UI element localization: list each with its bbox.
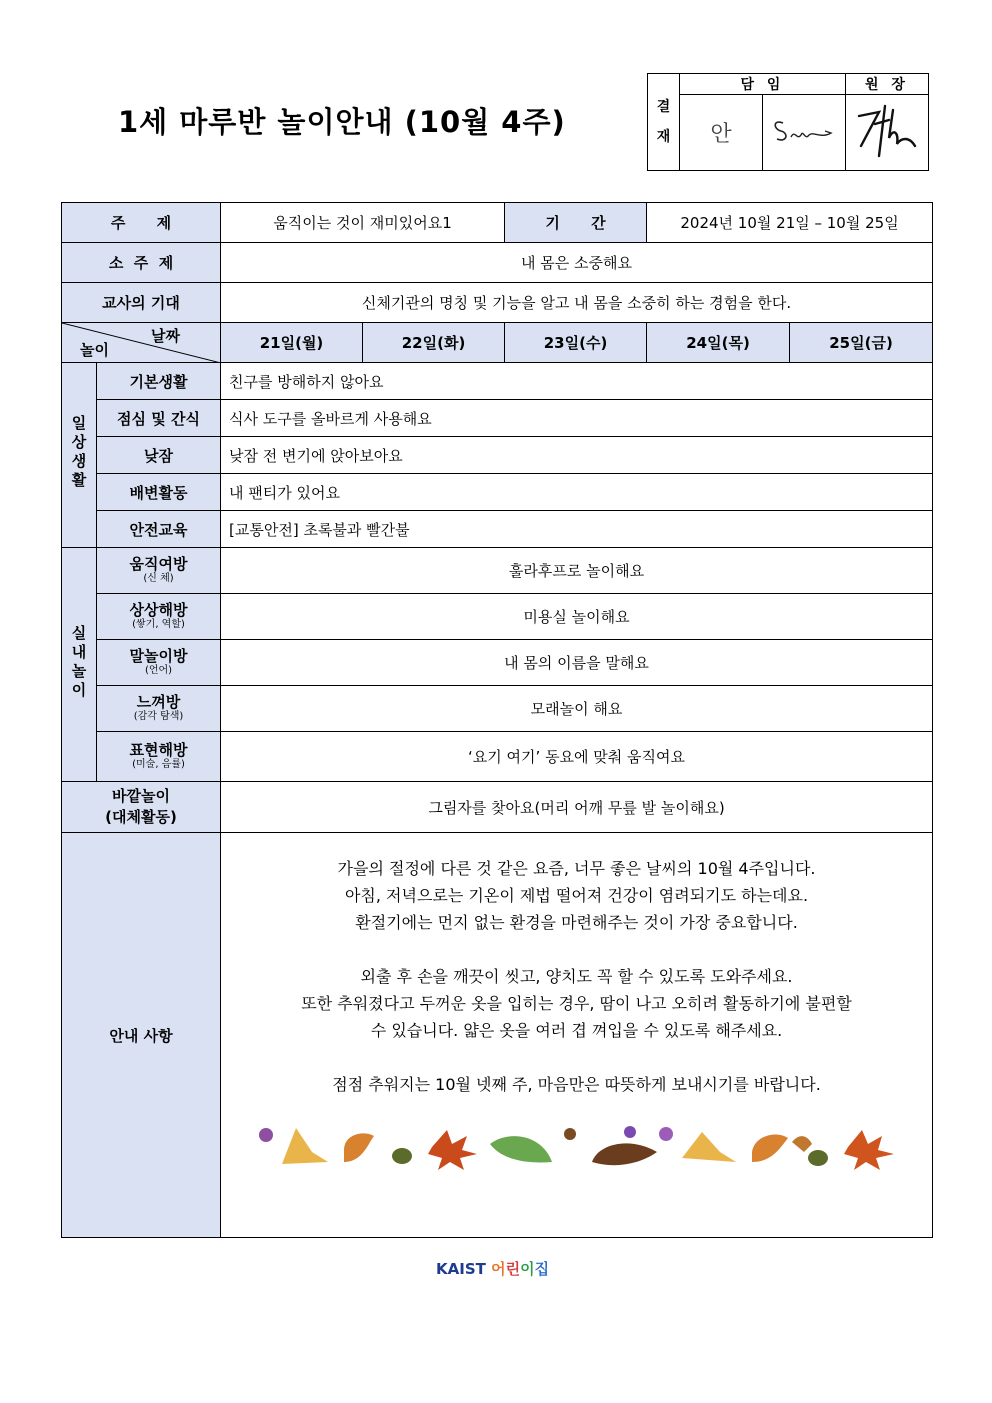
berry-icon (659, 1127, 673, 1141)
play-label: 놀이 (80, 341, 109, 359)
daily-group-label: 일상생활 (62, 363, 97, 548)
outdoor-value: 그림자를 찾아요(머리 어깨 무릎 발 놀이해요) (221, 782, 933, 833)
notice-line: 외출 후 손을 깨끗이 씻고, 양치도 꼭 할 수 있도록 도와주세요. (360, 967, 793, 986)
green-leaf-icon (490, 1136, 552, 1162)
daily-row-label: 안전교육 (97, 511, 221, 548)
approval-jae: 재 (656, 129, 671, 145)
indoor-row-value: 내 몸의 이름을 말해요 (221, 640, 933, 686)
indoor-row-label: 말놀이방 (언어) (97, 640, 221, 686)
berry-icon (624, 1126, 636, 1138)
teacher-signature-2 (763, 95, 846, 171)
indoor-row-value: ‘요기 여기’ 동요에 맞춰 움직여요 (221, 732, 933, 782)
daily-row-label: 낮잠 (97, 437, 221, 474)
maple-leaf-icon (844, 1130, 894, 1170)
signature-sm-icon (769, 111, 839, 151)
approval-gyeol: 결 (656, 99, 671, 115)
ginkgo-leaf-icon (282, 1128, 328, 1164)
approval-box (647, 73, 929, 171)
notice-line: 점점 추워지는 10월 넷째 주, 마음만은 따뜻하게 보내시기를 바랍니다. (332, 1075, 821, 1094)
leaf-icon (792, 1136, 812, 1152)
daily-row-value: 내 팬티가 있어요 (221, 474, 933, 511)
indoor-row-value: 모래놀이 해요 (221, 686, 933, 732)
date-label: 날짜 (151, 327, 181, 345)
daily-row-value: 낮잠 전 변기에 앉아보아요 (221, 437, 933, 474)
berry-icon (259, 1128, 273, 1142)
indoor-group-label: 실내놀이 (62, 548, 97, 782)
autumn-leaves-decoration (252, 1122, 902, 1172)
acorn-icon (564, 1128, 576, 1140)
period-value: 2024년 10월 21일 – 10월 25일 (647, 203, 933, 243)
page-title: 1세 마루반 놀이안내 (10월 4주) (118, 105, 566, 139)
ginkgo-leaf-icon (682, 1132, 736, 1162)
daily-row-value: 친구를 방해하지 않아요 (221, 363, 933, 400)
indoor-row-label: 표현해방 (미술, 음률) (97, 732, 221, 782)
leaf-icon (344, 1133, 374, 1162)
notice-line: 또한 추워졌다고 두꺼운 옷을 입히는 경우, 땀이 나고 오히려 활동하기에 불편할 (301, 994, 852, 1013)
notice-line: 환절기에는 먼지 없는 환경을 마련해주는 것이 가장 중요합니다. (355, 913, 798, 932)
daily-row-label: 배변활동 (97, 474, 221, 511)
theme-label: 주 제 (62, 203, 221, 243)
expect-value: 신체기관의 명칭 및 기능을 알고 내 몸을 소중히 하는 경험을 한다. (221, 283, 933, 323)
indoor-row-value: 미용실 놀이해요 (221, 594, 933, 640)
acorn-icon (808, 1150, 828, 1166)
teacher-label: 담 임 (680, 74, 846, 95)
period-label: 기 간 (505, 203, 647, 243)
subtheme-value: 내 몸은 소중해요 (221, 243, 933, 283)
day-header: 21일(월) (221, 323, 363, 363)
subtheme-label: 소 주 제 (62, 243, 221, 283)
signature-director-icon (849, 98, 925, 164)
day-header: 24일(목) (647, 323, 790, 363)
acorn-icon (392, 1148, 412, 1164)
indoor-row-label: 움직여방 (신 체) (97, 548, 221, 594)
theme-value: 움직이는 것이 재미있어요1 (221, 203, 505, 243)
teacher-signature-1: 안 (680, 95, 763, 171)
leaf-icon (752, 1134, 788, 1162)
indoor-row-value: 훌라후프로 놀이해요 (221, 548, 933, 594)
notice-line: 수 있습니다. 얇은 옷을 여러 겹 껴입을 수 있도록 해주세요. (370, 1021, 783, 1040)
approval-label (648, 74, 680, 171)
date-play-header (62, 323, 221, 363)
notice-body (221, 833, 933, 1238)
brown-leaf-icon (592, 1143, 657, 1165)
maple-leaf-icon (428, 1130, 477, 1170)
day-header: 25일(금) (790, 323, 933, 363)
director-signature (846, 95, 929, 171)
weekly-plan-table (61, 202, 933, 1238)
notice-line: 가을의 절정에 다른 것 같은 요즘, 너무 좋은 날씨의 10월 4주입니다. (337, 859, 816, 878)
day-header: 22일(화) (363, 323, 505, 363)
notice-line: 아침, 저녁으로는 기온이 제법 떨어져 건강이 염려되기도 하는데요. (344, 886, 809, 905)
expect-label: 교사의 기대 (62, 283, 221, 323)
indoor-row-label: 느껴방 (감각 탐색) (97, 686, 221, 732)
day-header: 23일(수) (505, 323, 647, 363)
kaist-daycare-logo: KAIST 어린이집 (436, 1260, 550, 1278)
daily-row-value: [교통안전] 초록불과 빨간불 (221, 511, 933, 548)
daily-row-label: 점심 및 간식 (97, 400, 221, 437)
director-label: 원 장 (846, 74, 929, 95)
outdoor-label: 바깥놀이 (대체활동) (62, 782, 221, 833)
daily-row-label: 기본생활 (97, 363, 221, 400)
daily-row-value: 식사 도구를 올바르게 사용해요 (221, 400, 933, 437)
notice-label: 안내 사항 (62, 833, 221, 1238)
indoor-row-label: 상상해방 (쌓기, 역할) (97, 594, 221, 640)
